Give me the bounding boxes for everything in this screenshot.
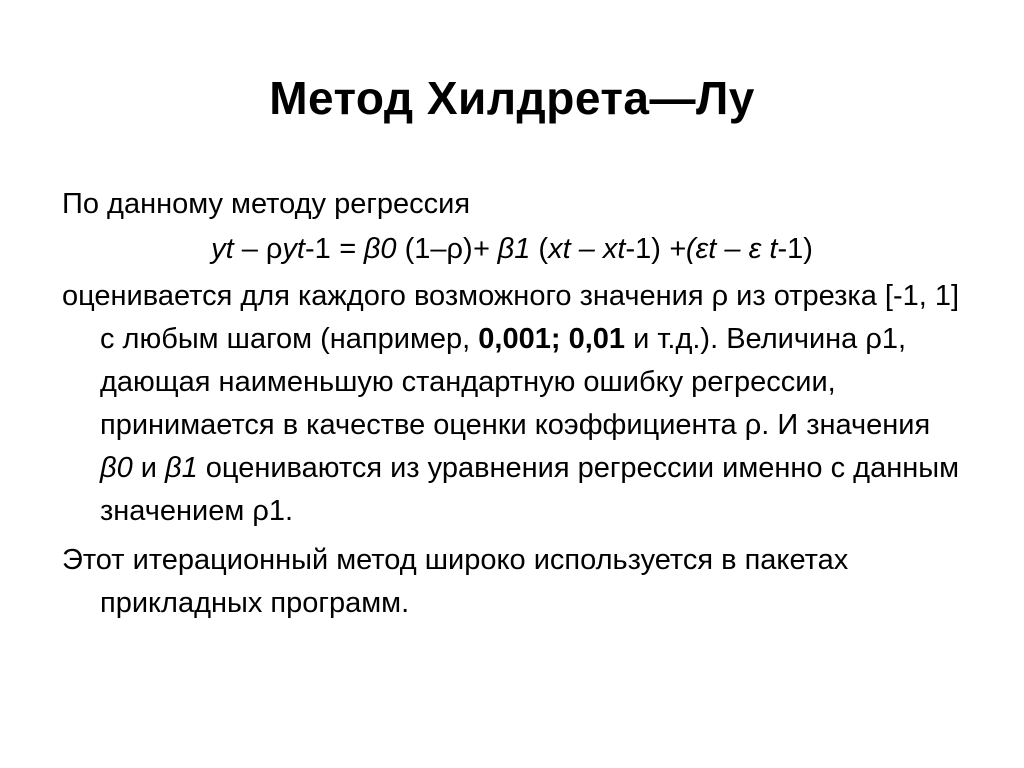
text-run: и т.д.). Величина ρ1, дающая наименьшую стандартную ошибку регрессии, принимается в качестве оценки коэффициента ρ. И значения	[100, 323, 931, 441]
formula-part: + β1	[472, 233, 531, 265]
closing-paragraph: Этот итерационный метод широко используется в пакетах прикладных программ.	[62, 544, 849, 619]
formula-part: (	[530, 233, 549, 265]
formula-part: -1	[304, 233, 339, 265]
formula-part: (1–ρ)	[396, 233, 473, 265]
formula-part: -1)	[777, 233, 813, 265]
text-run: оценивается для каждого возможного значения ρ из отрезка [-1, 1] с любым шагом (например,	[62, 280, 960, 355]
formula-part: yt	[211, 233, 234, 265]
method-description-paragraph	[62, 275, 962, 533]
text-run: и	[132, 452, 166, 484]
beta0-symbol: β0	[100, 452, 133, 484]
formula-part: yt	[282, 233, 305, 265]
formula-part: +(εt – ε t	[668, 233, 778, 265]
formula-part: -1)	[625, 233, 669, 265]
formula-part: = β0	[338, 233, 397, 265]
text-run: оцениваются из уравнения регрессии именно с данным значением ρ1.	[100, 452, 960, 527]
regression-formula	[62, 228, 962, 271]
intro-paragraph: По данному методу регрессия	[62, 188, 471, 220]
slide-body	[62, 183, 962, 625]
step-examples: 0,001; 0,01	[478, 323, 626, 355]
formula-part: xt – xt	[548, 233, 626, 265]
slide-title: Метод Хилдрета—Лу	[269, 72, 755, 124]
formula-part: – ρ	[233, 233, 283, 265]
beta1-symbol: β1	[165, 452, 198, 484]
